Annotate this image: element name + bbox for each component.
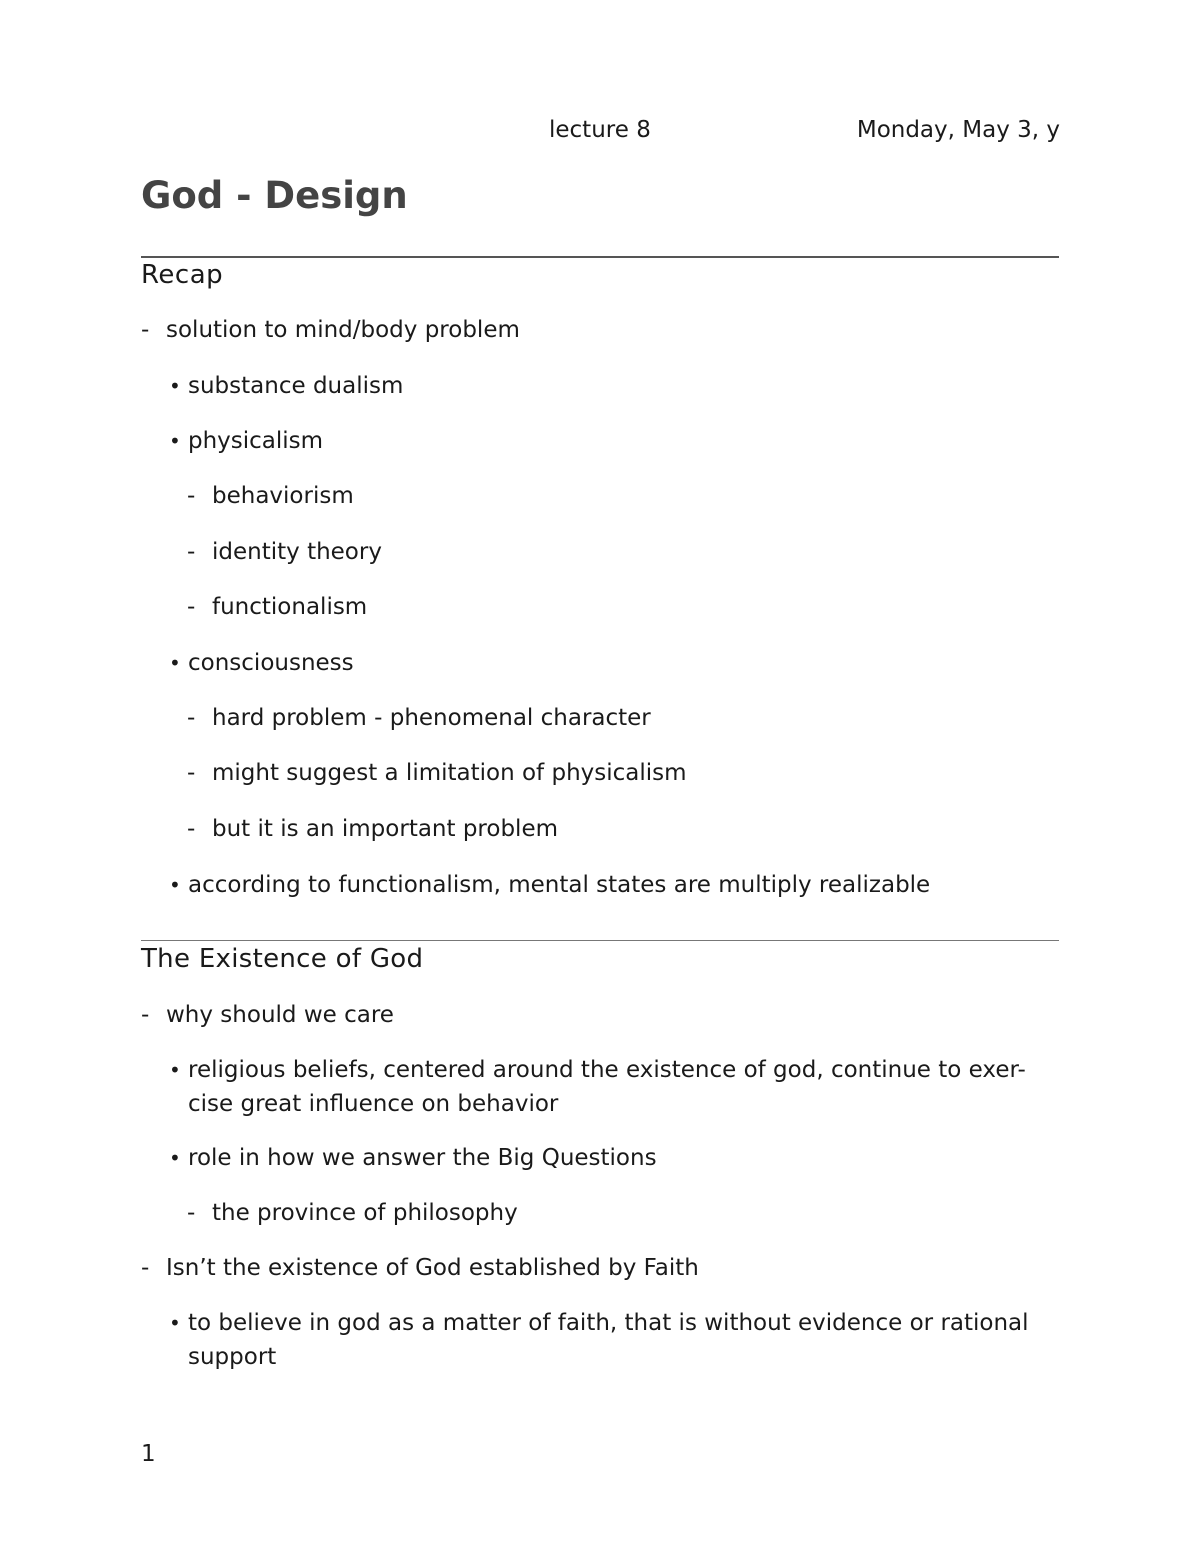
dash-marker: - <box>187 816 196 842</box>
dash-marker: - <box>187 705 196 731</box>
outline-item <box>187 479 354 513</box>
page-number: 1 <box>141 1441 156 1467</box>
dash-marker: - <box>187 483 196 509</box>
bullet-marker: • <box>169 374 181 398</box>
outline-item <box>169 369 1058 403</box>
outline-item <box>187 756 687 790</box>
dash-marker: - <box>187 1200 196 1226</box>
outline-item <box>187 535 382 569</box>
outline-item-text: behaviorism <box>212 483 354 509</box>
outline-item-text: but it is an important problem <box>212 816 558 842</box>
outline-item <box>141 998 394 1032</box>
outline-item <box>169 646 1058 680</box>
bullet-marker: • <box>169 873 181 897</box>
outline-item-text: Isn’t the existence of God established by Faith <box>166 1255 699 1281</box>
outline-item <box>169 1306 1058 1374</box>
outline-item-text: physicalism <box>188 428 324 454</box>
outline-item <box>187 701 651 735</box>
bullet-marker: • <box>169 651 181 675</box>
outline-item-text: identity theory <box>212 539 382 565</box>
outline-item <box>169 1053 1058 1121</box>
outline-item <box>141 1251 699 1285</box>
bullet-marker: • <box>169 1311 181 1335</box>
outline-item-text: to believe in god as a matter of faith, that is without evidence or rational support <box>188 1310 1029 1370</box>
section-divider <box>141 940 1059 941</box>
dash-marker: - <box>187 594 196 620</box>
outline-item-text: substance dualism <box>188 373 404 399</box>
outline-item-text: functionalism <box>212 594 368 620</box>
outline-item-text: religious beliefs, centered around the existence of god, continue to exer-cise great influence on behavior <box>188 1057 1026 1117</box>
dash-marker: - <box>141 1002 150 1028</box>
bullet-marker: • <box>169 1058 181 1082</box>
outline-item <box>169 868 1058 902</box>
outline-item-text: the province of philosophy <box>212 1200 518 1226</box>
dash-marker: - <box>187 760 196 786</box>
outline-item-text: solution to mind/body problem <box>166 317 520 343</box>
outline-item <box>169 424 1058 458</box>
header-lecture-label: lecture 8 <box>549 117 651 143</box>
dash-marker: - <box>141 317 150 343</box>
section-heading-recap: Recap <box>141 260 224 290</box>
dash-marker: - <box>187 539 196 565</box>
outline-item-text: according to functionalism, mental states are multiply realizable <box>188 872 931 898</box>
section-divider <box>141 256 1059 258</box>
outline-item <box>187 590 368 624</box>
outline-item-text: might suggest a limitation of physicalism <box>212 760 687 786</box>
outline-item-text: role in how we answer the Big Questions <box>188 1145 657 1171</box>
outline-item <box>141 313 520 347</box>
dash-marker: - <box>141 1255 150 1281</box>
document-title: God - Design <box>141 174 408 217</box>
outline-item <box>169 1141 1058 1175</box>
header-date: Monday, May 3, y <box>856 117 1060 143</box>
outline-item-text: why should we care <box>166 1002 394 1028</box>
section-heading-existence-of-god: The Existence of God <box>141 944 424 974</box>
outline-item-text: hard problem - phenomenal character <box>212 705 651 731</box>
outline-item-text: consciousness <box>188 650 354 676</box>
outline-item <box>187 1196 518 1230</box>
bullet-marker: • <box>169 1146 181 1170</box>
bullet-marker: • <box>169 429 181 453</box>
outline-item <box>187 812 558 846</box>
